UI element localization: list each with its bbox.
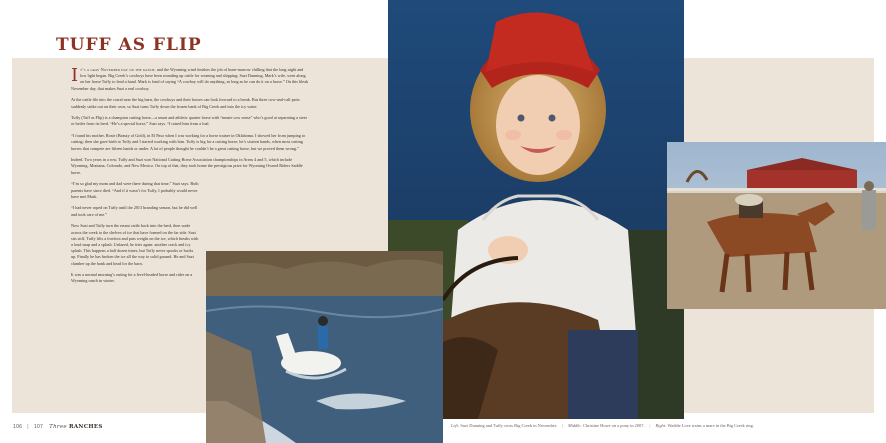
caption-left-label: Left: [451,423,460,428]
publication-brand [49,424,103,430]
page-footer [13,424,103,430]
caption-right-label: Right: [655,423,667,428]
paragraph-text: and the Wyoming wind finishes the job of bone-marrow chilling that the long night and low light began. Big Creek’s cowboys have been rounding up cattle for weaning and shipping; Suzi Dunning, Mark’s wife, went along on her horse Tuffy to lend a hand. Mark is fond of saying “A cowboy will do anything, as long as he can do it on a horse.” On this bleak November day, that makes Suzi a real cowboy. [71,67,309,91]
article-title: TUFF AS FLIP [56,35,202,55]
paragraph-1 [71,67,309,92]
page-number-left: 106 [13,424,23,430]
paragraph-6: “I’m so glad my mom and dad were there during that time,” Suzi says. Both parents have since died. “And if it wasn’t for Tuffy, I probably would never have met Mark. [71,181,199,199]
paragraph-9: It was a normal morning’s outing for a level-headed horse and rider on a Wyoming ranch in winter. [71,272,193,284]
caption-right-text: Waddie Love trains a mare in the Big Creek ring. [667,423,754,428]
photo-captions [451,423,881,428]
paragraph-8: Now Suzi and Tuffy turn the errant cattle back into the herd, then wade across the creek to the shelves of ice that have formed on the far side. Suzi sits stiff, Tuffy lifts a forefoot and puts weight on the ice, which breaks with a loud snap and a splash. Unfazed, he tries again: another crack and icy splash. This happens a half dozen times, but Tuffy never spooks or backs up. Finally he has broken the ice all the way to solid ground. He and Suzi clamber up the bank and head for the barn. [71,223,199,266]
paragraph-7: “I had never roped on Tuffy until the 2013 branding season, but he did well and took care of me.” [71,205,198,217]
drop-cap: I [71,65,79,86]
caption-middle-text: Christine Howe on a pony in 2007. [582,423,645,428]
caption-left-text: Suzi Dunning and Tuffy cross Big Creek in November. [460,423,558,428]
page-number-right: 107 [33,424,44,430]
paragraph-4: “I found his mother, Rosie (Beauty of Gold), in El Paso when I was working for a horse trainer in Oklahoma. I showed her from jumping to cutting; then she gave birth to Tuffy and I started working with him. Tuffy is big for a cutting horse; he’s sixteen hands, when most cutting horses that compete are fifteen hands or under. A lot of people thought he couldn’t be a great cutting horse, but we proved them wrong.” [71,133,306,151]
footer-separator: | [27,424,29,430]
photo-roping-ring [667,142,886,309]
paragraph-2: At the cattle file into the corral near the big barn, the cowboys and their horses can look forward to a break. But three cow-and-calf pairs suddenly strike out on their own, so Suzi turns Tuffy down the frozen bank of Big Creek and into the icy water. [71,97,300,109]
caption-middle-label: Middle: [567,423,582,428]
paragraph-3: Tuffy (Tuff as Flip) is a champion cutting horse—a smart and athletic quarter horse with “innate cow sense” who’s good at separating a steer or heifer from its herd. “He’s a special horse,” Suzi says. “I raised him from a foal. [71,115,307,127]
brand-name: RANCHES [68,424,103,430]
caption-separator: | [562,423,563,428]
brand-script: Three [49,424,67,430]
lead-in: t’s a gray November day on the ranch, [80,67,156,72]
paragraph-5: Indeed. Two years in a row, Tuffy and Suzi won National Cutting Horse Association championships in Areas 4 and 5, which include Wyoming, Montana, Colorado, and New Mexico. On top of that, they took home the prestigious prize for Wyoming Owned Riders Saddle horse. [71,157,303,175]
photo-river-crossing [206,251,443,443]
caption-separator: | [649,423,651,428]
